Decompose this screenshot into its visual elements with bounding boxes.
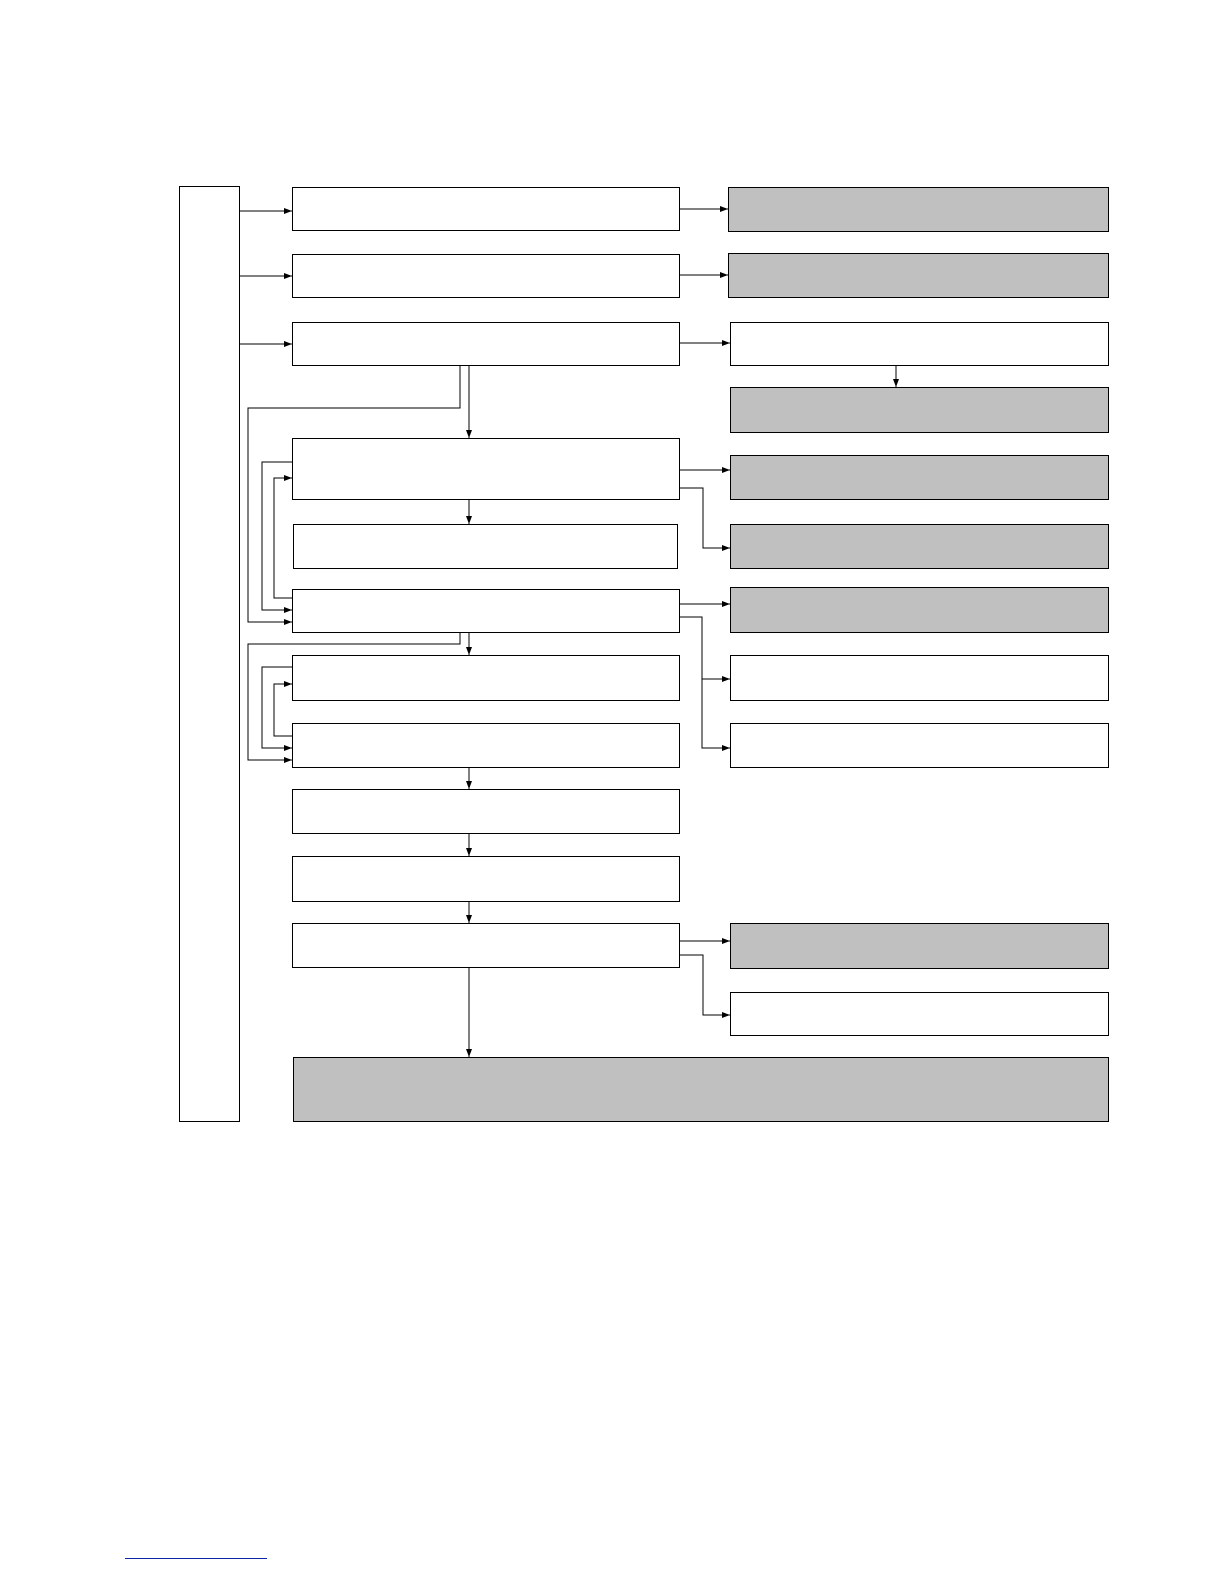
right-box-01	[728, 187, 1109, 232]
right-box-11	[730, 992, 1109, 1036]
main-box-07	[292, 655, 680, 701]
connector-main-11-to-right-11	[680, 955, 730, 1015]
main-box-08	[292, 723, 680, 768]
connector-main-04-to-main-06	[262, 462, 292, 610]
bottom-wide-box	[293, 1057, 1109, 1122]
main-box-11	[292, 923, 680, 968]
right-box-08	[730, 655, 1109, 701]
right-box-06	[730, 524, 1109, 569]
connector-main-06-to-main-04	[274, 478, 292, 598]
right-box-04	[730, 387, 1109, 433]
right-box-03	[730, 322, 1109, 366]
connector-main-08-to-main-07	[274, 684, 292, 736]
right-box-07	[730, 587, 1109, 633]
main-box-02	[292, 254, 680, 298]
main-box-06	[292, 589, 680, 633]
left-column-box	[179, 186, 240, 1122]
main-box-09	[292, 789, 680, 834]
footnote-rule	[125, 1558, 267, 1559]
main-box-04	[292, 438, 680, 500]
connector-main-06-to-right-08-09	[680, 617, 730, 748]
main-box-10	[292, 856, 680, 902]
connector-main-04-to-right-06	[680, 488, 730, 548]
right-box-09	[730, 723, 1109, 768]
right-box-10	[730, 923, 1109, 969]
main-box-03	[292, 322, 680, 366]
right-box-05	[730, 455, 1109, 500]
right-box-02	[728, 253, 1109, 298]
main-box-05	[293, 524, 678, 569]
main-box-01	[292, 187, 680, 231]
